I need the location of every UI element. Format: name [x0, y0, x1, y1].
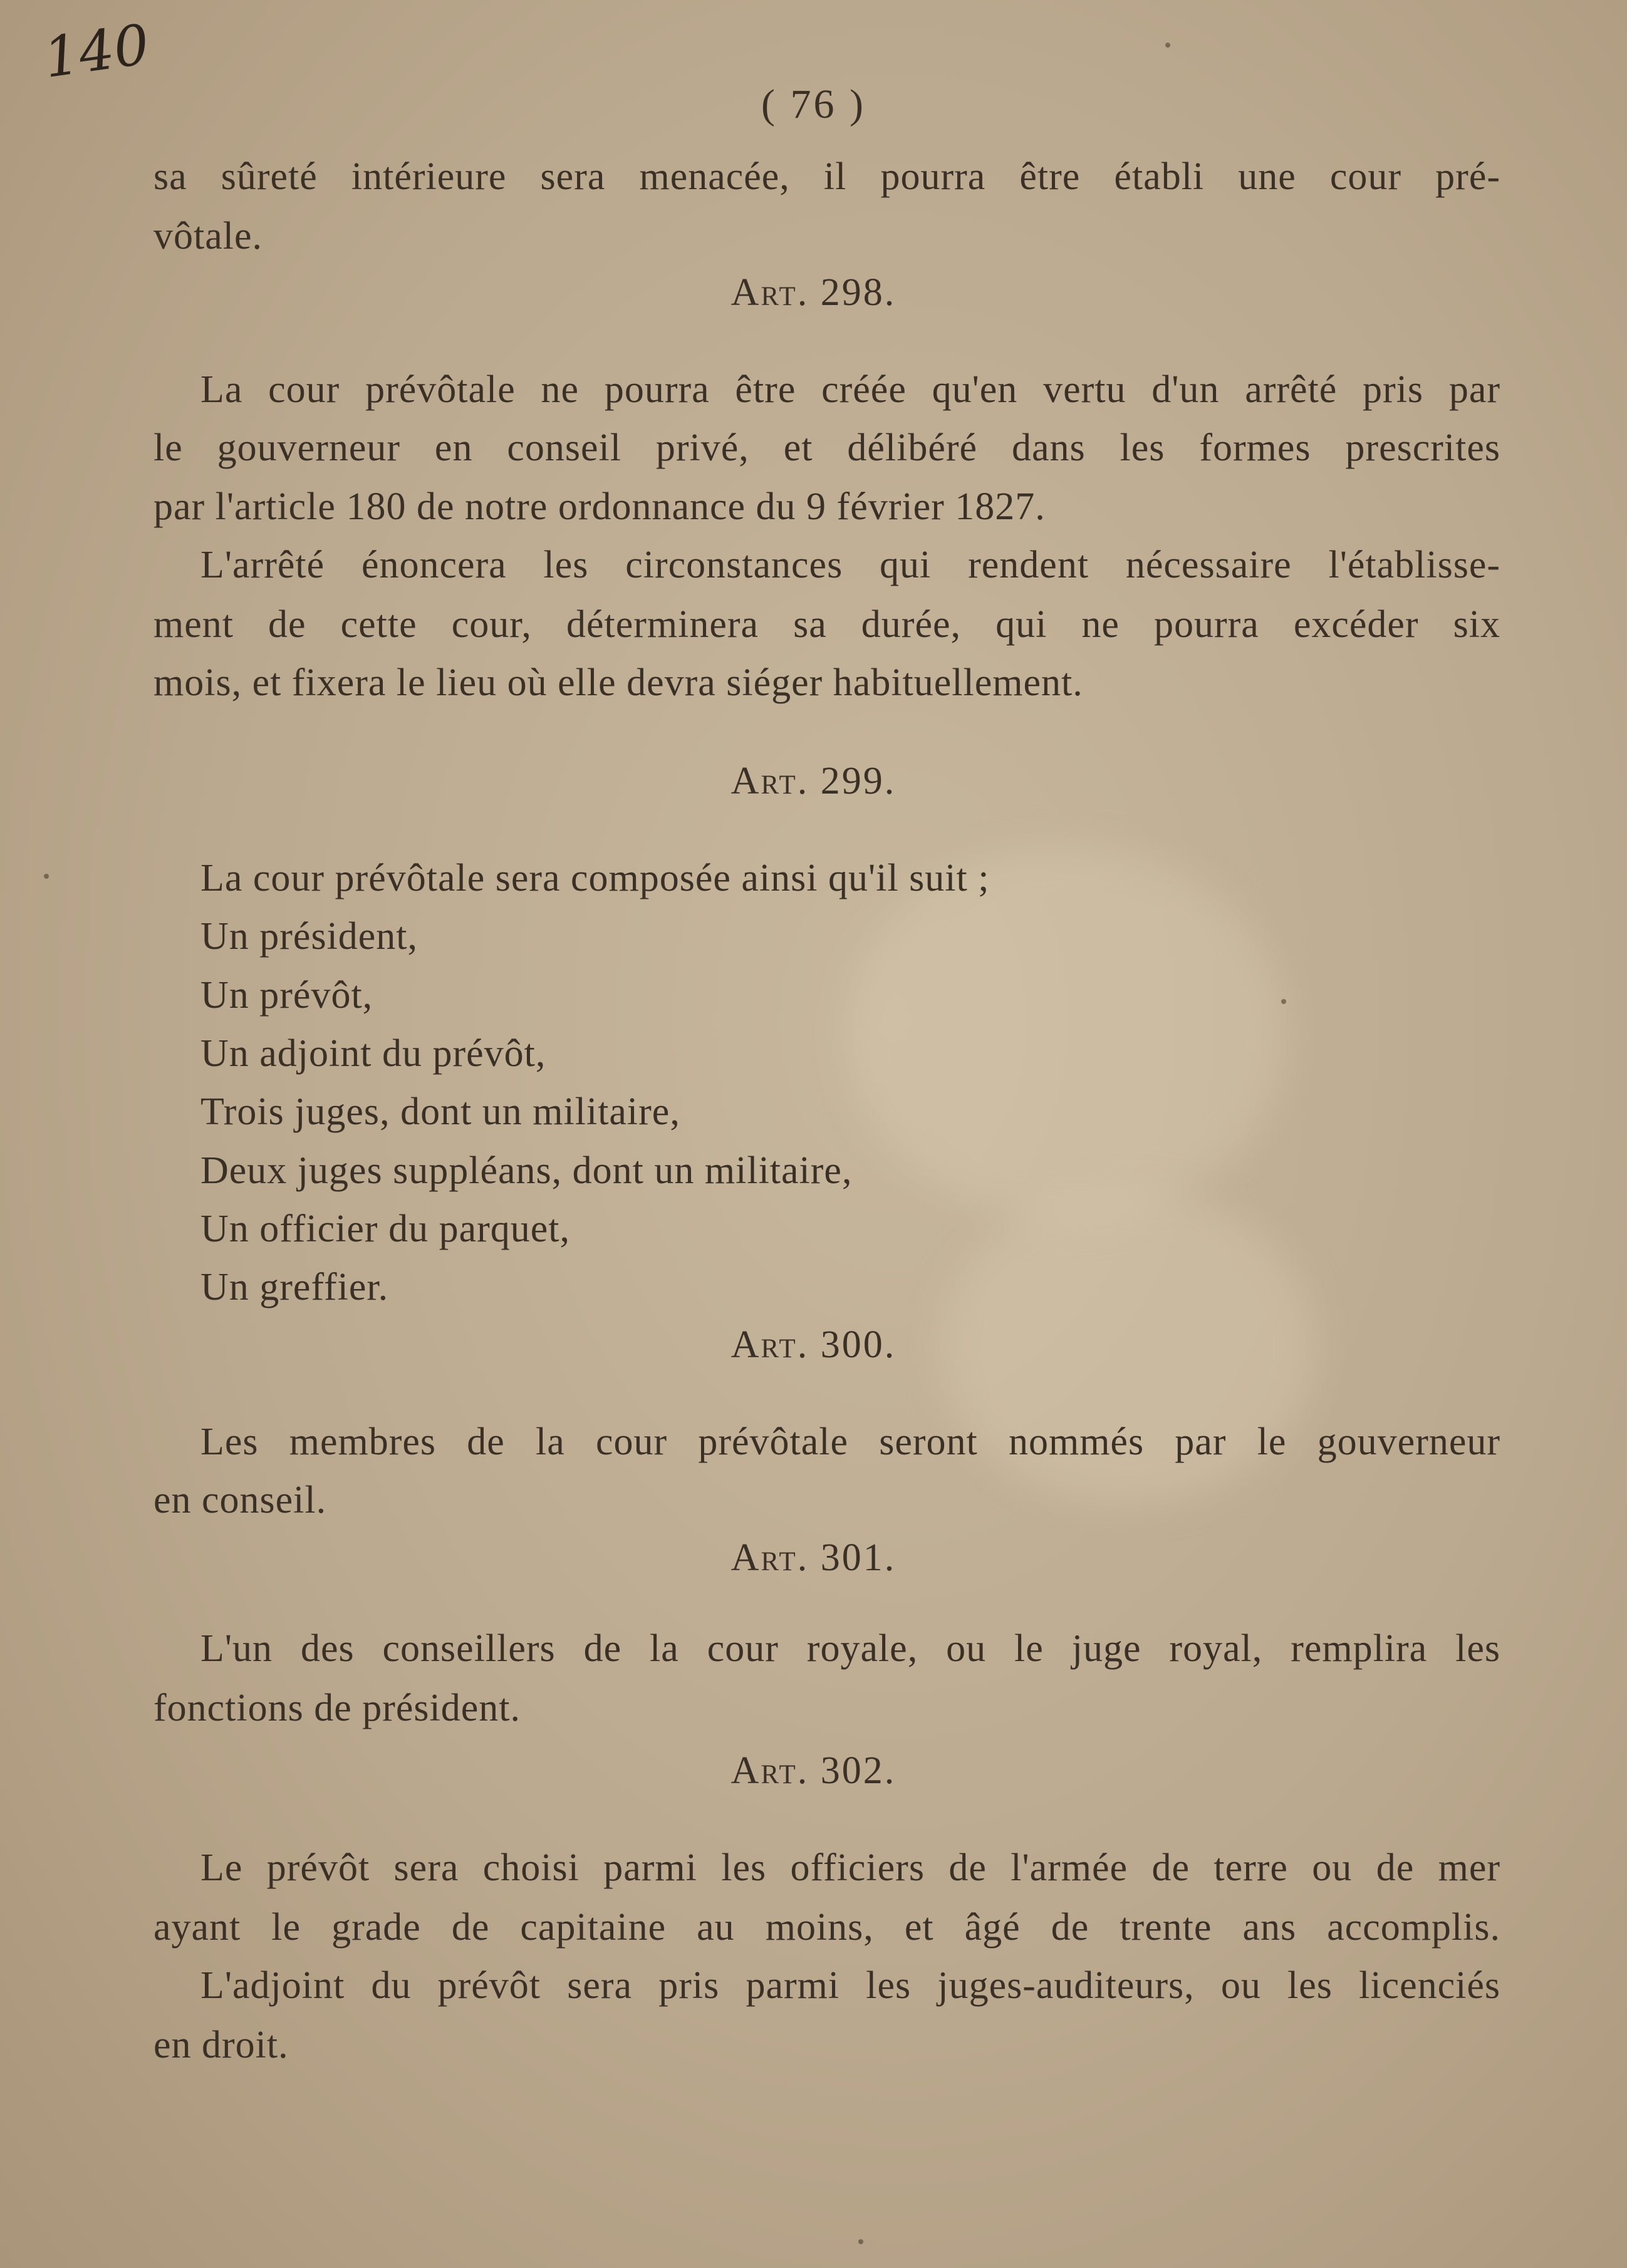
text-line: La cour prévôtale ne pourra être créée qu'en vertu d'un arrêté pris par — [200, 368, 1500, 411]
text-line: L'un des conseillers de la cour royale, ou le juge royal, remplira les — [200, 1627, 1500, 1670]
text-line: Le prévôt sera choisi parmi les officiers de l'armée de terre ou de mer — [200, 1846, 1500, 1889]
text-line: par l'article 180 de notre ordonnance du 9 février 1827. — [153, 485, 1046, 528]
article-heading: Art. 301. — [730, 1536, 897, 1579]
article-heading: Art. 302. — [730, 1749, 897, 1792]
text-line: La cour prévôtale sera composée ainsi qu'il suit ; — [200, 857, 990, 899]
text-line: sa sûreté intérieure sera menacée, il pourra être établi une cour pré- — [153, 155, 1500, 198]
list-item: Un président, — [200, 915, 418, 958]
text-line: L'adjoint du prévôt sera pris parmi les juges-auditeurs, ou les licenciés — [200, 1964, 1500, 2007]
paper-stain — [846, 846, 1284, 1221]
text-line: L'arrêté énoncera les circonstances qui rendent nécessaire l'établisse- — [200, 544, 1500, 586]
text-line: ayant le grade de capitaine au moins, et âgé de trente ans accomplis. — [153, 1906, 1500, 1949]
handwritten-page-annotation: 140 — [39, 11, 153, 91]
text-line: le gouverneur en conseil privé, et délibéré dans les formes prescrites — [153, 427, 1500, 469]
article-heading: Art. 300. — [730, 1323, 897, 1366]
list-item: Deux juges suppléans, dont un militaire, — [200, 1149, 853, 1192]
list-item: Trois juges, dont un militaire, — [200, 1090, 680, 1133]
text-line: fonctions de président. — [153, 1687, 521, 1729]
paper-speck — [1281, 999, 1286, 1004]
list-item: Un officier du parquet, — [200, 1208, 570, 1250]
article-heading: Art. 299. — [730, 760, 897, 802]
paper-speck — [858, 2239, 863, 2244]
text-line: mois, et fixera le lieu où elle devra siéger habituellement. — [153, 661, 1083, 704]
list-item: Un greffier. — [200, 1266, 389, 1308]
article-heading: Art. 298. — [730, 271, 897, 314]
list-item: Un prévôt, — [200, 974, 373, 1017]
text-line: vôtale. — [153, 215, 263, 257]
text-line: Les membres de la cour prévôtale seront nommés par le gouverneur — [200, 1421, 1500, 1463]
text-line: en conseil. — [153, 1479, 327, 1521]
list-item: Un adjoint du prévôt, — [200, 1032, 546, 1075]
paper-speck — [1165, 43, 1170, 48]
paper-speck — [44, 874, 49, 879]
text-line: ment de cette cour, déterminera sa durée, qui ne pourra excéder six — [153, 603, 1500, 646]
page-number: ( 76 ) — [761, 81, 866, 127]
text-line: en droit. — [153, 2024, 289, 2066]
